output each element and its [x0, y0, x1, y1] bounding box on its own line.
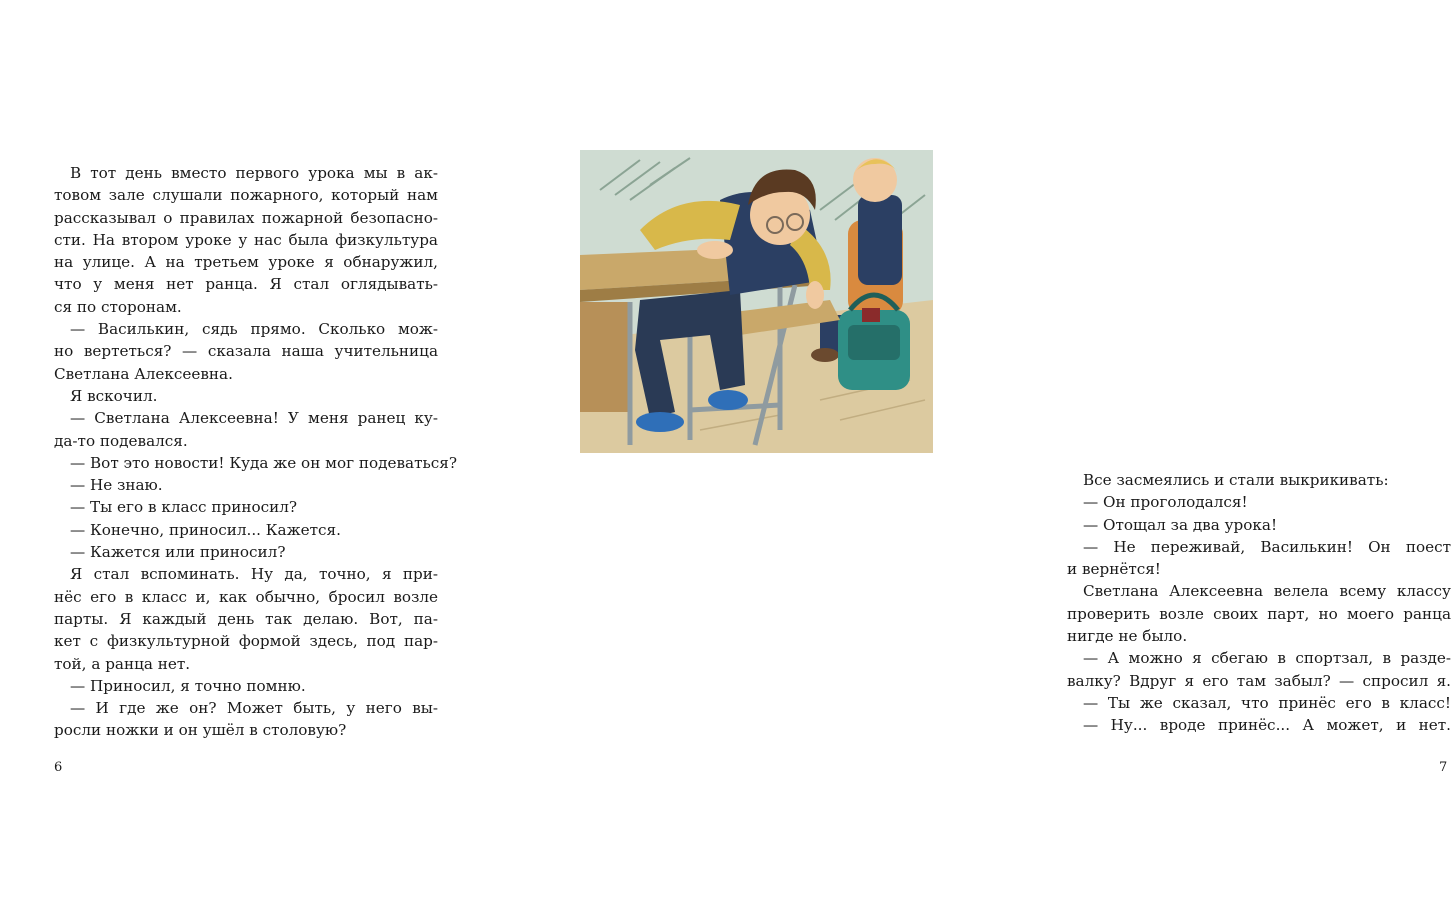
right-page-text [1067, 469, 1451, 737]
text-line: сти. На втором уроке у нас была физкультура [54, 230, 438, 249]
text-line: рассказывал о правилах пожарной безопасно- [54, 208, 438, 227]
text-line: нигде не было. [1067, 627, 1188, 646]
text-line: — Светлана Алексеевна! У меня ранец ку- [70, 409, 438, 428]
text-line: — Не переживай, Василькин! Он поест [1083, 537, 1451, 556]
text-line: — Ну... вроде принёс... А может, и нет. [1083, 716, 1451, 735]
text-line: — Василькин, сядь прямо. Сколько мож- [70, 320, 438, 339]
text-line: да-то подевался. [54, 431, 188, 450]
text-line: парты. Я каждый день так делаю. Вот, па- [54, 609, 438, 628]
page-number-right: 7 [1439, 760, 1448, 775]
classroom-illustration-icon [580, 150, 933, 453]
left-page-text [54, 162, 458, 742]
text-line: росли ножки и он ушёл в столовую? [54, 721, 347, 740]
left-page [0, 0, 500, 908]
text-line: — Ты его в класс приносил? [70, 498, 298, 517]
text-line: — Приносил, я точно помню. [70, 676, 306, 695]
text-line: что у меня нет ранца. Я стал оглядывать- [54, 275, 438, 294]
page-number-left: 6 [54, 760, 63, 775]
right-page [500, 0, 1451, 908]
text-line: — Не знаю. [70, 476, 163, 495]
text-line: — Ты же сказал, что принёс его в класс! [1083, 693, 1451, 712]
text-line: — Отощал за два урока! [1083, 515, 1278, 534]
text-line: — Вот это новости! Куда же он мог подеваться? [70, 453, 458, 472]
text-line: ся по сторонам. [54, 297, 182, 316]
text-line: — А можно я сбегаю в спортзал, в разде- [1083, 649, 1451, 668]
text-line: В тот день вместо первого урока мы в ак- [70, 164, 438, 182]
text-line: кет с физкультурной формой здесь, под пар- [54, 632, 438, 651]
text-line: проверить возле своих парт, но моего ранца [1067, 604, 1451, 623]
text-line: — И где же он? Может быть, у него вы- [70, 699, 438, 718]
text-line: — Кажется или приносил? [70, 543, 286, 562]
text-line: той, а ранца нет. [54, 654, 191, 673]
text-line: нёс его в класс и, как обычно, бросил возле [54, 587, 438, 606]
text-line: Я вскочил. [70, 386, 158, 405]
text-line: Светлана Алексеевна велела всему классу [1083, 582, 1451, 601]
text-line: валку? Вдруг я его там забыл? — спросил я. [1067, 671, 1451, 690]
text-line: — Конечно, приносил... Кажется. [70, 520, 341, 539]
text-line: — Он проголодался! [1083, 493, 1248, 512]
text-line: Светлана Алексеевна. [54, 364, 233, 383]
text-line: Я стал вспоминать. Ну да, точно, я при- [70, 565, 438, 584]
text-line: товом зале слушали пожарного, который нам [54, 186, 438, 205]
text-line: на улице. А на третьем уроке я обнаружил, [54, 253, 438, 272]
text-line: но вертеться? — сказала наша учительница [54, 342, 438, 361]
text-line: и вернётся! [1067, 560, 1161, 579]
text-line: Все засмеялись и стали выкрикивать: [1083, 471, 1389, 489]
